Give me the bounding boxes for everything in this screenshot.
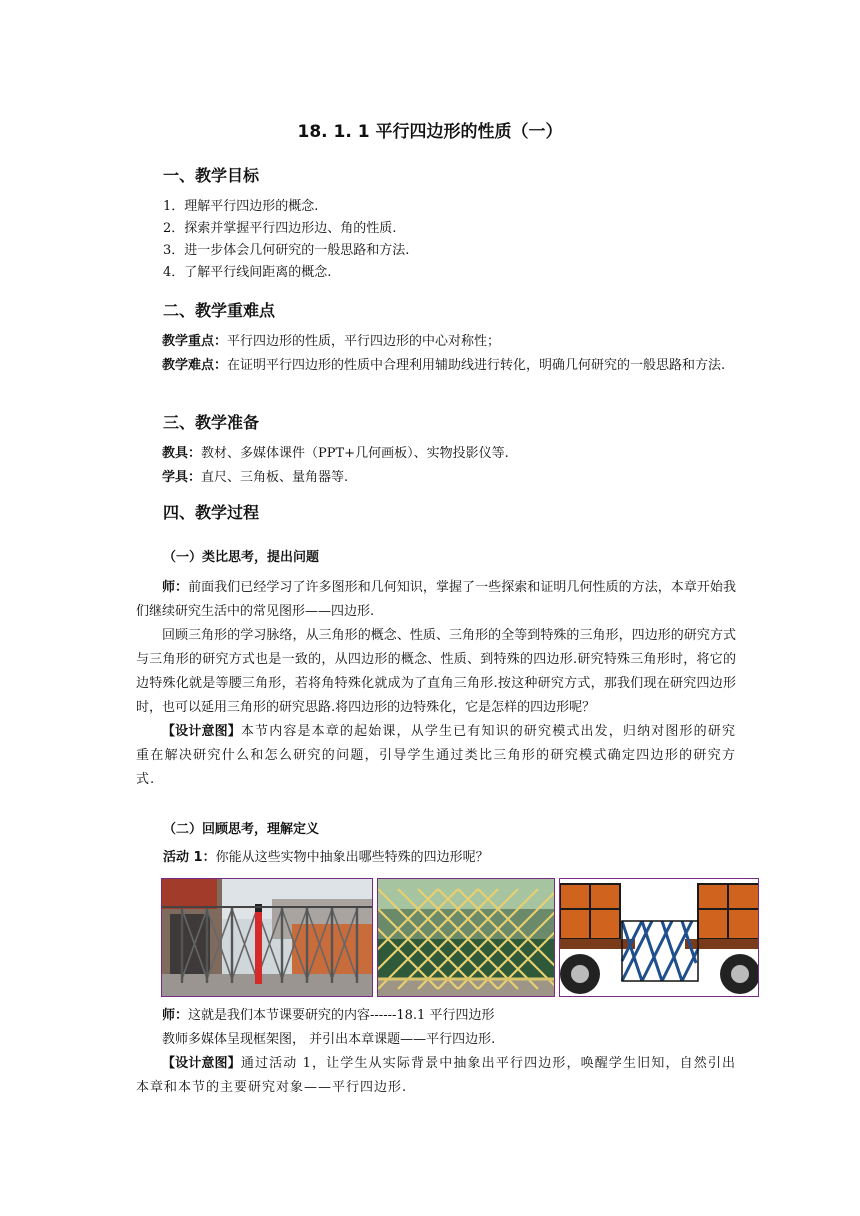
teaching-aids-text: 教材、多媒体课件（PPT+几何画板）、实物投影仪等. [201, 446, 509, 461]
photo-retractable-gate [161, 878, 373, 997]
key-label: 教学重点： [162, 334, 228, 349]
framework-paragraph: 教师多媒体呈现框架图， 并引出本章课题——平行四边形. [162, 1032, 496, 1047]
difficulty-label: 教学难点： [162, 358, 228, 373]
difficulty-text: 在证明平行四边形的性质中合理利用辅助线进行转化，明确几何研究的一般思路和方法. [227, 358, 726, 373]
objective-item: 1．理解平行四边形的概念. [163, 199, 319, 214]
teacher-text: 前面我们已经学习了许多图形和几何知识，掌握了一些探索和证明几何性质的方法，本章开始我们继续研究生活中的常见图形——四边形. [136, 580, 736, 619]
process-block-1 [136, 576, 736, 792]
design-intent-text-2: 通过活动 1，让学生从实际背景中抽象出平行四边形，唤醒学生旧知，自然引出本章和本节的主要研究对象——平行四边形. [136, 1056, 736, 1095]
design-intent-label-2: 【设计意图】 [162, 1056, 241, 1071]
preparation-block [136, 442, 736, 490]
teacher-label-2: 师： [162, 1008, 189, 1023]
objective-item: 3．进一步体会几何研究的一般思路和方法. [163, 243, 410, 258]
design-intent-label: 【设计意图】 [162, 724, 241, 739]
key-text: 平行四边形的性质，平行四边形的中心对称性； [227, 334, 501, 349]
process-block-2 [136, 1004, 736, 1100]
subsection-heading-2: （二）回顾思考，理解定义 [163, 822, 320, 837]
activity-text: 你能从这些实物中抽象出哪些特殊的四边形呢？ [215, 850, 489, 865]
design-intent-text: 本节内容是本章的起始课，从学生已有知识的研究模式出发，归纳对图形的研究重在解决研究什么和怎么研究的问题，引导学生通过类比三角形的研究模式确定四边形的研究方式. [136, 724, 736, 787]
objective-item: 4．了解平行线间距离的概念. [163, 265, 332, 280]
section-heading-process: 四、教学过程 [163, 503, 260, 522]
illustration-lattice-coupling [559, 878, 759, 997]
section-heading-key-points: 二、教学重难点 [163, 301, 276, 320]
photo-lattice-fence [377, 878, 555, 997]
teaching-aids-label: 教具： [162, 446, 202, 461]
review-paragraph: 回顾三角形的学习脉络，从三角形的概念、性质、三角形的全等到特殊的三角形，四边形的研究方式与三角形的研究方式也是一致的，从四边形的概念、性质、到特殊的四边形.研究特殊三角形时，将它的边特殊化就是等腰三角形，若将角特殊化就成为了直角三角形.按这种研究方式，那我们现在研究四边形时，也可以延用三角形的研究思路.将四边形的边特殊化，它是怎样的四边形呢？ [136, 628, 736, 715]
activity-label: 活动 1： [163, 850, 216, 865]
learning-tools-text: 直尺、三角板、量角器等. [201, 470, 349, 485]
page-title: 18. 1. 1 平行四边形的性质（一） [297, 122, 563, 142]
activity-line [163, 849, 489, 867]
learning-tools-label: 学具： [162, 470, 202, 485]
objective-item: 2．探索并掌握平行四边形边、角的性质. [163, 221, 397, 236]
teacher-text-2: 这就是我们本节课要研究的内容------18.1 平行四边形 [188, 1008, 495, 1023]
section-heading-objectives: 一、教学目标 [163, 166, 260, 185]
teacher-label: 师： [162, 580, 189, 595]
key-points-block [136, 330, 736, 378]
subsection-heading-1: （一）类比思考，提出问题 [163, 550, 320, 565]
section-heading-preparation: 三、教学准备 [163, 413, 260, 432]
